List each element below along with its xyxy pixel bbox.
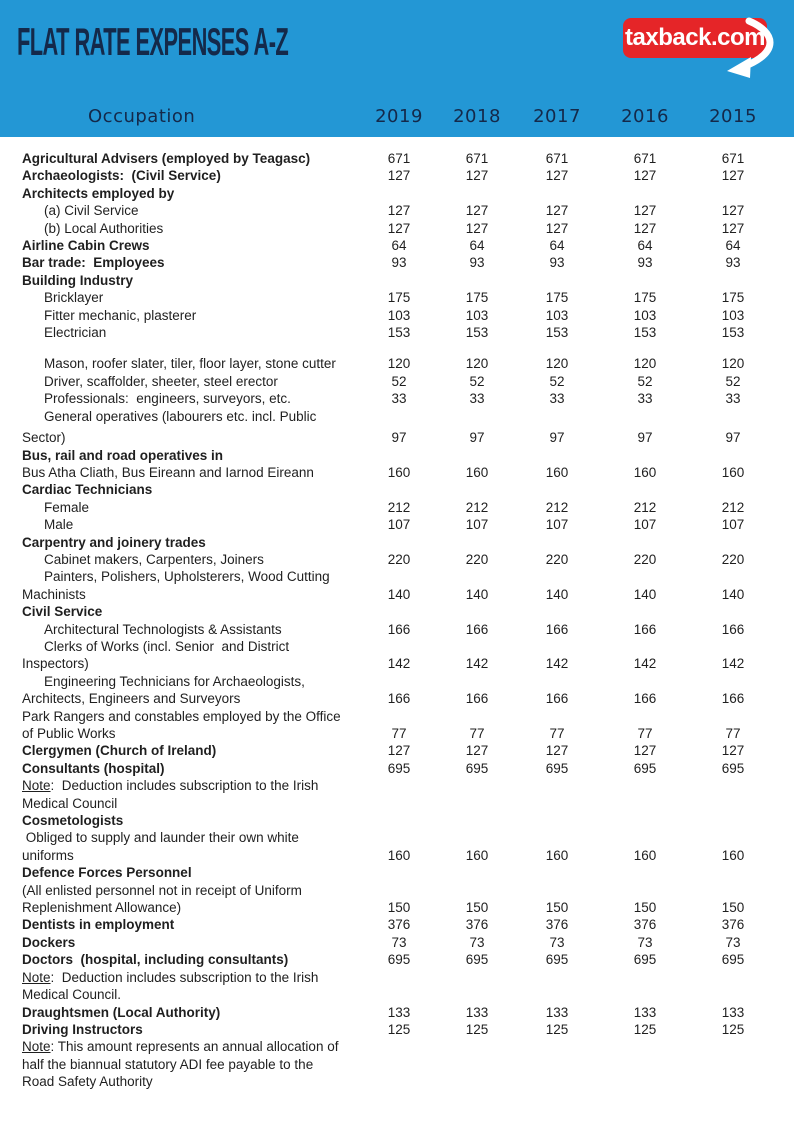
- value-cell-2019: 120: [387, 356, 411, 372]
- value-cell-2016: 97: [637, 430, 653, 446]
- value-cell-2016: 212: [633, 499, 657, 515]
- value-cell-2017: 64: [549, 238, 565, 254]
- taxback-logo-text: taxback.com: [625, 24, 765, 51]
- value-cell-2017: 33: [549, 391, 565, 407]
- table-row: [0, 690, 794, 707]
- note-label: Note: [22, 778, 51, 794]
- value-cell-2019: 695: [387, 760, 411, 776]
- value-cell-2016: 107: [633, 517, 657, 533]
- value-cell-2015: 97: [725, 430, 741, 446]
- value-cell-2015: 166: [721, 621, 745, 637]
- occupation-cell: Bricklayer: [44, 290, 104, 306]
- value-cell-2016: 33: [637, 391, 653, 407]
- table-row: [0, 673, 794, 690]
- occupation-cell: Agricultural Advisers (employed by Teagasc): [22, 151, 311, 166]
- table-row: [0, 1004, 794, 1021]
- value-cell-2015: 671: [721, 151, 745, 166]
- occupation-cell: Cardiac Technicians: [22, 482, 153, 498]
- occupation-cell: Note: This amount represents an annual allocation of: [22, 1039, 339, 1055]
- value-cell-2016: 77: [637, 726, 653, 741]
- occupation-cell: Medical Council: [22, 795, 118, 811]
- occupation-cell: Architects, Engineers and Surveyors: [22, 691, 241, 707]
- value-cell-2019: 64: [391, 238, 407, 254]
- column-header-2015: 2015: [709, 106, 757, 127]
- value-cell-2019: 671: [387, 151, 411, 166]
- value-cell-2015: 107: [721, 517, 745, 533]
- value-cell-2015: 150: [721, 900, 745, 916]
- occupation-cell: Defence Forces Personnel: [22, 865, 192, 881]
- value-cell-2018: 160: [465, 464, 489, 480]
- value-cell-2016: 73: [637, 934, 653, 950]
- expenses-table: [0, 137, 794, 1091]
- value-cell-2017: 97: [549, 430, 565, 446]
- value-cell-2019: 127: [387, 203, 411, 219]
- table-row: [0, 516, 794, 533]
- table-row: [0, 882, 794, 899]
- column-header-2017: 2017: [533, 106, 581, 127]
- value-cell-2015: 52: [725, 373, 741, 389]
- occupation-cell: Building Industry: [22, 272, 133, 288]
- table-row: [0, 760, 794, 777]
- value-cell-2019: 140: [387, 586, 411, 602]
- value-cell-2018: 695: [465, 760, 489, 776]
- value-cell-2016: 93: [637, 255, 653, 271]
- table-row: [0, 373, 794, 390]
- value-cell-2018: 695: [465, 952, 489, 968]
- occupation-cell: Replenishment Allowance): [22, 900, 182, 916]
- value-cell-2019: 125: [387, 1021, 411, 1037]
- occupation-cell: Consultants (hospital): [22, 760, 165, 776]
- value-cell-2018: 671: [465, 151, 489, 166]
- note-label: Note: [22, 1039, 51, 1055]
- value-cell-2017: 107: [545, 517, 569, 533]
- table-row: [0, 934, 794, 951]
- value-cell-2018: 140: [465, 586, 489, 602]
- page-header: [0, 0, 794, 137]
- value-cell-2016: 120: [633, 356, 657, 372]
- occupation-cell: Dockers: [22, 934, 76, 950]
- value-cell-2016: 127: [633, 203, 657, 219]
- value-cell-2015: 127: [721, 220, 745, 236]
- value-cell-2016: 166: [633, 621, 657, 637]
- value-cell-2016: 153: [633, 325, 657, 341]
- value-cell-2016: 125: [633, 1021, 657, 1037]
- table-row: [0, 1056, 794, 1073]
- value-cell-2015: 127: [721, 168, 745, 184]
- value-cell-2017: 103: [545, 307, 569, 323]
- value-cell-2019: 142: [387, 656, 411, 672]
- table-row: [0, 621, 794, 638]
- value-cell-2018: 97: [469, 430, 485, 446]
- value-cell-2015: 93: [725, 255, 741, 271]
- table-row: [0, 586, 794, 603]
- value-cell-2018: 142: [465, 656, 489, 672]
- value-cell-2015: 695: [721, 760, 745, 776]
- occupation-cell: Airline Cabin Crews: [22, 238, 150, 254]
- value-cell-2019: 153: [387, 325, 411, 341]
- value-cell-2015: 133: [721, 1004, 745, 1020]
- table-row: [0, 568, 794, 585]
- value-cell-2017: 73: [549, 934, 565, 950]
- value-cell-2016: 103: [633, 307, 657, 323]
- value-cell-2018: 153: [465, 325, 489, 341]
- occupation-cell: Civil Service: [22, 604, 103, 620]
- occupation-cell: half the biannual statutory ADI fee payable to the: [22, 1056, 314, 1072]
- table-row: [0, 847, 794, 864]
- value-cell-2015: 376: [721, 917, 745, 933]
- value-cell-2018: 175: [465, 290, 489, 306]
- value-cell-2019: 73: [391, 934, 407, 950]
- value-cell-2017: 133: [545, 1004, 569, 1020]
- value-cell-2018: 33: [469, 391, 485, 407]
- value-cell-2016: 160: [633, 847, 657, 863]
- value-cell-2018: 107: [465, 517, 489, 533]
- value-cell-2015: 125: [721, 1021, 745, 1037]
- table-row: [0, 899, 794, 916]
- value-cell-2015: 695: [721, 952, 745, 968]
- table-row: [0, 742, 794, 759]
- table-row: [0, 986, 794, 1003]
- occupation-cell: Park Rangers and constables employed by the Office: [22, 708, 341, 724]
- value-cell-2019: 103: [387, 307, 411, 323]
- value-cell-2018: 127: [465, 220, 489, 236]
- occupation-cell: Bus, rail and road operatives in: [22, 447, 224, 463]
- table-row: [0, 725, 794, 742]
- value-cell-2016: 166: [633, 691, 657, 707]
- value-cell-2016: 142: [633, 656, 657, 672]
- occupation-cell: uniforms: [22, 847, 74, 863]
- value-cell-2018: 73: [469, 934, 485, 950]
- value-cell-2018: 77: [469, 726, 485, 741]
- table-row: [0, 916, 794, 933]
- value-cell-2015: 127: [721, 743, 745, 759]
- value-cell-2017: 671: [545, 151, 569, 166]
- value-cell-2017: 695: [545, 952, 569, 968]
- occupation-cell: Professionals: engineers, surveyors, etc.: [44, 391, 291, 407]
- value-cell-2015: 160: [721, 464, 745, 480]
- table-row: [0, 534, 794, 551]
- value-cell-2018: 125: [465, 1021, 489, 1037]
- value-cell-2015: 77: [725, 726, 741, 741]
- value-cell-2019: 97: [391, 430, 407, 446]
- occupation-cell: Fitter mechanic, plasterer: [44, 307, 197, 323]
- occupation-cell: Inspectors): [22, 656, 89, 672]
- value-cell-2019: 160: [387, 464, 411, 480]
- table-row: [0, 795, 794, 812]
- occupation-cell: Driving Instructors: [22, 1021, 143, 1037]
- value-cell-2019: 107: [387, 517, 411, 533]
- value-cell-2015: 160: [721, 847, 745, 863]
- value-cell-2015: 140: [721, 586, 745, 602]
- value-cell-2019: 212: [387, 499, 411, 515]
- value-cell-2019: 133: [387, 1004, 411, 1020]
- occupation-cell: Doctors (hospital, including consultants): [22, 952, 289, 968]
- value-cell-2015: 142: [721, 656, 745, 672]
- value-cell-2017: 212: [545, 499, 569, 515]
- table-row: [0, 638, 794, 655]
- value-cell-2015: 212: [721, 499, 745, 515]
- value-cell-2016: 376: [633, 917, 657, 933]
- occupation-cell: Sector): [22, 430, 66, 446]
- value-cell-2016: 695: [633, 952, 657, 968]
- occupation-cell: Note: Deduction includes subscription to the Irish: [22, 778, 319, 794]
- value-cell-2018: 376: [465, 917, 489, 933]
- occupation-cell: Cabinet makers, Carpenters, Joiners: [44, 551, 264, 567]
- occupation-cell: Driver, scaffolder, sheeter, steel erector: [44, 373, 278, 389]
- value-cell-2018: 150: [465, 900, 489, 916]
- occupation-cell: Obliged to supply and launder their own white: [22, 830, 299, 846]
- value-cell-2016: 150: [633, 900, 657, 916]
- table-row: [0, 254, 794, 271]
- value-cell-2015: 33: [725, 391, 741, 407]
- value-cell-2017: 175: [545, 290, 569, 306]
- table-row: [0, 408, 794, 425]
- value-cell-2017: 93: [549, 255, 565, 271]
- occupation-cell: of Public Works: [22, 726, 116, 741]
- value-cell-2016: 695: [633, 760, 657, 776]
- table-row: [0, 272, 794, 289]
- occupation-cell: Bus Atha Cliath, Bus Eireann and Iarnod Eireann: [22, 464, 314, 480]
- value-cell-2016: 133: [633, 1004, 657, 1020]
- curved-arrow-icon: [701, 18, 791, 80]
- value-cell-2017: 77: [549, 726, 565, 741]
- value-cell-2016: 175: [633, 290, 657, 306]
- value-cell-2018: 127: [465, 203, 489, 219]
- table-row: [0, 355, 794, 372]
- value-cell-2019: 93: [391, 255, 407, 271]
- occupation-cell: Draughtsmen (Local Authority): [22, 1004, 221, 1020]
- occupation-cell: (a) Civil Service: [44, 203, 139, 219]
- table-row: [0, 429, 794, 446]
- column-header-2018: 2018: [453, 106, 501, 127]
- table-row: [0, 829, 794, 846]
- value-cell-2016: 140: [633, 586, 657, 602]
- value-cell-2015: 166: [721, 691, 745, 707]
- table-row: [0, 390, 794, 407]
- occupation-cell: Clergymen (Church of Ireland): [22, 743, 217, 759]
- value-cell-2018: 133: [465, 1004, 489, 1020]
- value-cell-2018: 64: [469, 238, 485, 254]
- value-cell-2018: 220: [465, 551, 489, 567]
- value-cell-2017: 160: [545, 847, 569, 863]
- table-row: [0, 951, 794, 968]
- value-cell-2019: 33: [391, 391, 407, 407]
- value-cell-2017: 153: [545, 325, 569, 341]
- occupation-cell: General operatives (labourers etc. incl. Public: [44, 408, 317, 424]
- occupation-cell: Mason, roofer slater, tiler, floor layer, stone cutter: [44, 356, 336, 372]
- value-cell-2019: 175: [387, 290, 411, 306]
- value-cell-2018: 160: [465, 847, 489, 863]
- table-row: [0, 551, 794, 568]
- value-cell-2015: 220: [721, 551, 745, 567]
- occupation-cell: Note: Deduction includes subscription to the Irish: [22, 969, 319, 985]
- occupation-cell: (b) Local Authorities: [44, 220, 164, 236]
- value-cell-2015: 153: [721, 325, 745, 341]
- value-cell-2016: 671: [633, 151, 657, 166]
- value-cell-2017: 125: [545, 1021, 569, 1037]
- value-cell-2015: 64: [725, 238, 741, 254]
- occupation-cell: Bar trade: Employees: [22, 255, 165, 271]
- table-row: [0, 185, 794, 202]
- taxback-logo: [623, 18, 767, 58]
- value-cell-2019: 220: [387, 551, 411, 567]
- value-cell-2018: 212: [465, 499, 489, 515]
- value-cell-2018: 103: [465, 307, 489, 323]
- value-cell-2019: 166: [387, 691, 411, 707]
- value-cell-2016: 64: [637, 238, 653, 254]
- value-cell-2017: 220: [545, 551, 569, 567]
- value-cell-2016: 220: [633, 551, 657, 567]
- note-label: Note: [22, 969, 51, 985]
- table-row: [0, 202, 794, 219]
- column-header-row: [0, 106, 794, 127]
- value-cell-2016: 127: [633, 168, 657, 184]
- column-header-2019: 2019: [375, 106, 423, 127]
- table-row: [0, 1038, 794, 1055]
- table-row: [0, 447, 794, 464]
- value-cell-2019: 77: [391, 726, 407, 741]
- occupation-cell: (All enlisted personnel not in receipt of Uniform: [22, 882, 302, 898]
- value-cell-2017: 52: [549, 373, 565, 389]
- table-row: [0, 220, 794, 237]
- occupation-cell: Electrician: [44, 325, 107, 341]
- value-cell-2018: 127: [465, 168, 489, 184]
- occupation-cell: Engineering Technicians for Archaeologists,: [44, 673, 305, 689]
- value-cell-2019: 150: [387, 900, 411, 916]
- value-cell-2019: 127: [387, 743, 411, 759]
- table-row: [0, 603, 794, 620]
- value-cell-2019: 166: [387, 621, 411, 637]
- occupation-cell: Architects employed by: [22, 185, 175, 201]
- value-cell-2017: 140: [545, 586, 569, 602]
- value-cell-2015: 73: [725, 934, 741, 950]
- occupation-cell: Female: [44, 499, 90, 515]
- value-cell-2019: 695: [387, 952, 411, 968]
- value-cell-2015: 103: [721, 307, 745, 323]
- table-row: [0, 150, 794, 167]
- value-cell-2018: 127: [465, 743, 489, 759]
- table-row: [0, 655, 794, 672]
- value-cell-2015: 175: [721, 290, 745, 306]
- value-cell-2015: 127: [721, 203, 745, 219]
- table-row: [0, 708, 794, 725]
- page-title: FLAT RATE EXPENSES A-Z: [17, 21, 289, 64]
- row-spacer: [0, 341, 794, 355]
- table-row: [0, 1073, 794, 1090]
- table-row: [0, 481, 794, 498]
- occupation-cell: Male: [44, 517, 74, 533]
- value-cell-2016: 160: [633, 464, 657, 480]
- value-cell-2017: 150: [545, 900, 569, 916]
- value-cell-2019: 127: [387, 168, 411, 184]
- occupation-cell: Machinists: [22, 586, 86, 602]
- occupation-cell: Carpentry and joinery trades: [22, 534, 206, 550]
- value-cell-2018: 120: [465, 356, 489, 372]
- table-row: [0, 864, 794, 881]
- column-header-2016: 2016: [621, 106, 669, 127]
- value-cell-2017: 376: [545, 917, 569, 933]
- value-cell-2019: 52: [391, 373, 407, 389]
- table-row: [0, 499, 794, 516]
- value-cell-2018: 166: [465, 621, 489, 637]
- occupation-cell: Road Safety Authority: [22, 1074, 153, 1090]
- table-row: [0, 307, 794, 324]
- value-cell-2017: 127: [545, 220, 569, 236]
- table-row: [0, 969, 794, 986]
- table-row: [0, 464, 794, 481]
- value-cell-2018: 93: [469, 255, 485, 271]
- occupation-cell: Clerks of Works (incl. Senior and District: [44, 638, 290, 654]
- value-cell-2019: 376: [387, 917, 411, 933]
- table-row: [0, 167, 794, 184]
- value-cell-2018: 52: [469, 373, 485, 389]
- column-header-occupation: Occupation: [88, 106, 196, 127]
- table-row: [0, 777, 794, 794]
- value-cell-2017: 120: [545, 356, 569, 372]
- occupation-cell: Archaeologists: (Civil Service): [22, 168, 221, 184]
- value-cell-2017: 166: [545, 621, 569, 637]
- value-cell-2017: 142: [545, 656, 569, 672]
- occupation-cell: Dentists in employment: [22, 917, 175, 933]
- value-cell-2017: 127: [545, 203, 569, 219]
- value-cell-2017: 695: [545, 760, 569, 776]
- table-row: [0, 289, 794, 306]
- table-row: [0, 324, 794, 341]
- value-cell-2017: 127: [545, 168, 569, 184]
- occupation-cell: Painters, Polishers, Upholsterers, Wood Cutting: [44, 569, 330, 585]
- table-row: [0, 237, 794, 254]
- value-cell-2019: 160: [387, 847, 411, 863]
- table-row: [0, 1021, 794, 1038]
- occupation-cell: Medical Council.: [22, 987, 122, 1003]
- value-cell-2017: 160: [545, 464, 569, 480]
- occupation-cell: Cosmetologists: [22, 813, 124, 829]
- value-cell-2017: 166: [545, 691, 569, 707]
- value-cell-2019: 127: [387, 220, 411, 236]
- value-cell-2018: 166: [465, 691, 489, 707]
- value-cell-2015: 120: [721, 356, 745, 372]
- value-cell-2017: 127: [545, 743, 569, 759]
- value-cell-2016: 52: [637, 373, 653, 389]
- value-cell-2016: 127: [633, 743, 657, 759]
- table-row: [0, 812, 794, 829]
- value-cell-2016: 127: [633, 220, 657, 236]
- occupation-cell: Architectural Technologists & Assistants: [44, 621, 282, 637]
